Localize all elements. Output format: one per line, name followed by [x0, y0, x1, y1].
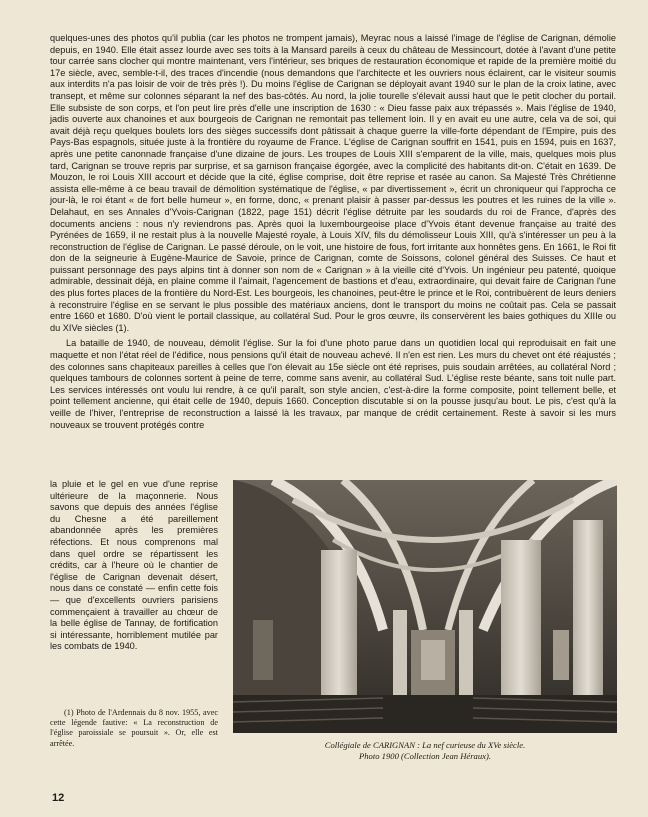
article-paragraph-2-continued: la pluie et le gel en vue d'une reprise ultérieure de la maçonnerie. Nous savons que depuis des années l'église du Chesne a été pareillement abandonnée après les premières réfections. Et nous comprenons mal dans quel ordre se répartissent les crédits, car à l'heure où le chantier de l'église de Carignan devenait désert, nous dans ce constaté — enfin cette fois — que d'excellents ouvriers parisiens commençaient à travailler au chœur de la belle église de Tannay, de fortification si intéressante, horriblement mutilée par les combats de 1940.	[50, 479, 218, 652]
footnote	[50, 708, 218, 749]
nave-vault-illustration	[233, 480, 617, 733]
article-paragraph-2: La bataille de 1940, de nouveau, démolit l'église. Sur la foi d'une photo parue dans un quotidien local qui reproduisait en fait une maquette et non l'état réel de l'édifice, nous pensions qu'il était de nouveau achevé. Il n'en est rien. Les murs du chevet ont été réajustés ; des colonnes sans chapiteaux pareilles à celles que l'on élevait au 15e siècle ont été reprises, puis soudain arrêtées, au collatéral Nord ; quelques tambours de colonnes sortent à peine de terre, comme sans avenir, au collatéral Sud. L'église reste béante, sans toit nulle part. Les services intéressés ont voulu lui rendre, à ce qu'il paraît, son style ancien, c'est-à-dire la forme composite, point tellement belle, et point tellement ancienne, qui était celle de 1940, depuis 1660. Conception discutable si on la pousse jusqu'au bout. Le pis, c'est qu'à la veille de l'hiver, l'entreprise de reconstruction a laissé là les travaux, par manque de crédit certainement. Reste à savoir si les murs nouveaux se trouvent protégés contre	[50, 338, 616, 430]
photo-caption-credit: Photo 1900 (Collection Jean Héraux).	[359, 750, 491, 761]
photo-caption	[233, 740, 617, 761]
footnote-text: (1) Photo de l'Ardennais du 8 nov. 1955, avec cette légende fautive: « La reconstruction de l'église paroissiale se poursuit ». Or, elle est arrêtée.	[50, 708, 218, 748]
church-nave-photo	[233, 480, 617, 733]
article-paragraph-1: quelques-unes des photos qu'il publia (car les photos ne trompent jamais), Meyrac nous a laissé l'image de l'église de Carignan, démolie depuis, en 1940. Elle était assez lourde avec ses toits à la Mansard pareils à ceux du château de Messincourt, dotée à l'avant d'une petite tour carrée sans clocher qui montre maintenant, vers l'intérieur, ses briques de restauration économique et rapide de la première moitié du 17e siècle, avec, semble-t-il, des traces d'incendie (nous demandons que l'architecte et les ouvriers nous éclairent, car le visiteur soumis aux interdits n'a pas loisir de voir de très près !). Du moins l'église de Carignan se déployait avant 1940 sur le plan de la croix latine, avec transept, et même sur colonnes séparant la nef des bas-côtés. Au nord, la jolie tourelle s'élevait aussi haut que le petit clocher du portail. Elle subsiste de son corps, et l'on peut lire près d'elle une inscription de 1630 : « Dieu fasse paix aux trépassés ». Mais l'église de 1940, jadis ouverte aux chanoines et aux bourgeois de Carignan ne remontait pas tellement loin. Il y en avait eu une autre, cela va de soi, qui avait déjà reçu quelques boulets lors des sièges successifs dont pâtissait à chaque guerre la ville-forte dépendant de l'Empire, puis des Pays-Bas espagnols, située juste à la frontière du royaume de France. L'église de Carignan souffrit en 1541, puis en 1594, puis en 1637, après une petite canonnade française d'une dizaine de jours. Les troupes de Louis XIII s'emparent de la ville, mais, quelques mois plus tard, Carignan se trouve repris par surprise, et sa garnison française égorgée, avec la complicité des habitants dit-on. C'était en 1639. De Mouzon, le roi Louis XIII accourt et décide que la cité, église comprise, doit être reprise et rasée au canon. Sa Majesté Très Chrétienne assista elle-même à ce beau travail de démolition systématique de l'église, « par divertissement », écrit un chroniqueur qui l'approcha ce jour-là, le roi étant « de fort belle humeur », en forme, donc, « prenant plaisir à passer par-dessus les poutres et les ruines de la ville ». Delahaut, en ses Annales d'Yvois-Carignan (1822, page 151) décrit l'église détruite par les soudards du roi de France, d'après des documents anciens : nous n'y reviendrons pas. Après quoi la luxembourgeoise place d'Yvois étant devenue française au traité des Pyrénées de 1659, il ne restait plus à la nouvelle Majesté royale, à Louis XIV, fils du démolisseur Louis XIII, qu'à s'intéresser un peu à la reconstruction de l'église de Carignan. Le passé déroule, on le voit, une histoire de fous, fort irritante aux honnêtes gens. En 1661, le Roi fit don de la seigneurie à Eugène-Maurice de Savoie, prince de Carignan, comte de Soissons, colonel général des Suisses. Ce haut et puissant personnage des pays alpins tint à donner son nom de « Carignan » à la vieille cité d'Yvois. Un ingénieur peu patenté, quoique admirable, dessinait déjà, en plaine comme il l'aimait, l'agencement de bastions et d'eau, extraordinaire, qui devait faire de Carignan l'une des plus fortes places de la frontière du Nord-Est. Les bourgeois, les chanoines, peut-être le prince et le Roi, contribuèrent de leurs deniers à reconstruire l'église en se servant le plus possible des matériaux anciens, dont le transport du moins ne coûtait pas. Cela se passait entre 1660 et 1680. D'où vient le portail classique, au collatéral Sud. Pour le gros œuvre, ils conservèrent les baies gothiques du XIIIe ou du XIVe siècles (1).	[50, 33, 616, 333]
article-body	[50, 33, 616, 435]
page-number: 12	[52, 792, 65, 804]
photo-caption-title: Collégiale de CARIGNAN : La nef curieuse du XVe siècle.	[324, 740, 526, 750]
